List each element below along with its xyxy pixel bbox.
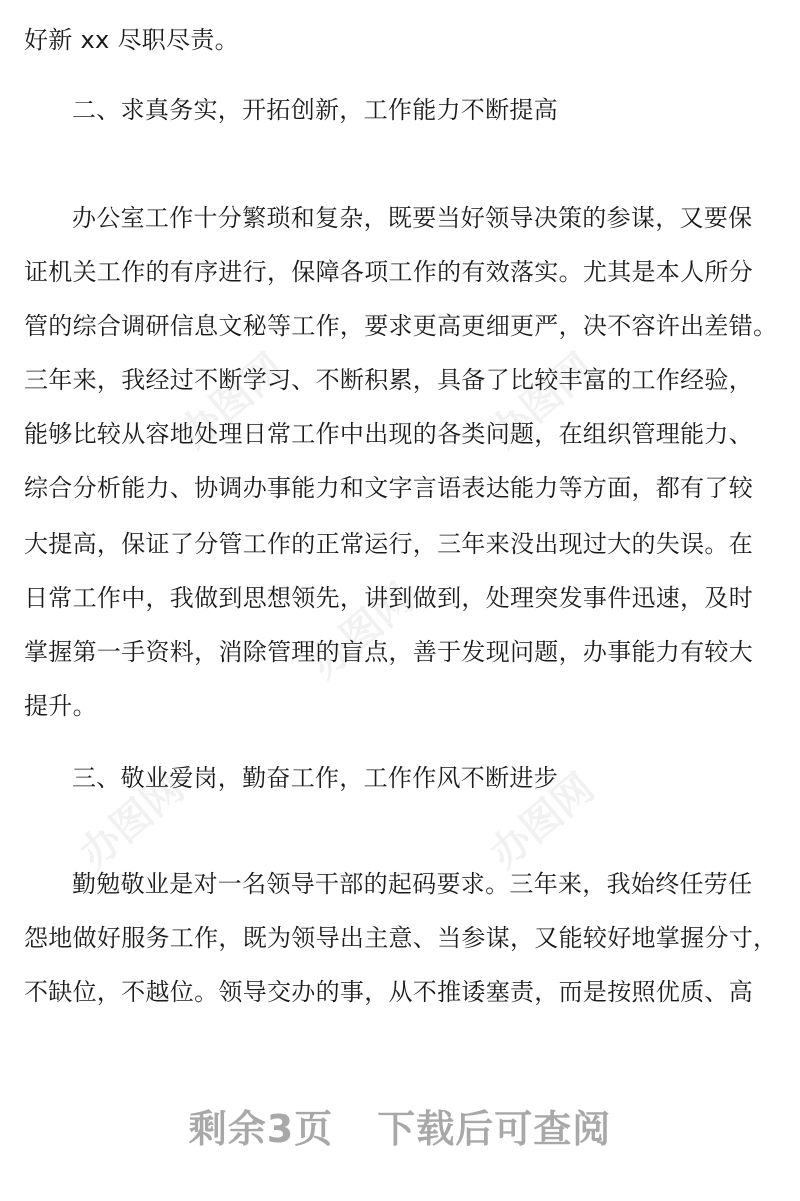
paragraph-line: 怨地做好服务工作，既为领导出主意、当参谋，又能较好地掌握分寸，	[24, 924, 778, 952]
paragraph-line: 综合分析能力、协调办事能力和文字言语表达能力等方面，都有了较	[24, 474, 753, 502]
watermark: 办图网	[301, 574, 423, 688]
paragraph-line: 不缺位，不越位。领导交办的事，从不推诿塞责，而是按照优质、高	[24, 978, 753, 1006]
paragraph-line: 三年来，我经过不断学习、不断积累，具备了比较丰富的工作经验，	[24, 366, 753, 394]
paragraph-line: 办公室工作十分繁琐和复杂，既要当好领导决策的参谋，又要保	[72, 204, 753, 232]
watermark: 办图网	[71, 764, 193, 878]
paragraph-line: 能够比较从容地处理日常工作中出现的各类问题，在组织管理能力、	[24, 420, 753, 448]
paragraph-line: 大提高，保证了分管工作的正常运行，三年来没出现过大的失误。在	[24, 530, 753, 558]
paragraph-line: 证机关工作的有序进行，保障各项工作的有效落实。尤其是本人所分	[24, 258, 753, 286]
paragraph-line: 掌握第一手资料，消除管理的盲点，善于发现问题，办事能力有较大	[24, 638, 753, 666]
watermark: 办图网	[171, 344, 293, 458]
paragraph-line: 提升。	[24, 692, 97, 720]
paragraph-line: 日常工作中，我做到思想领先，讲到做到，处理突发事件迅速，及时	[24, 584, 753, 612]
remaining-pages-text: 剩余3页	[188, 1107, 334, 1151]
paragraph-line: 管的综合调研信息文秘等工作，要求更高更细更严，决不容许出差错。	[24, 312, 778, 340]
paragraph-line: 勤勉敬业是对一名领导干部的起码要求。三年来，我始终任劳任	[72, 870, 753, 898]
watermark: 办图网	[481, 344, 603, 458]
paragraph-line: 好新 xx 尽职尽责。	[24, 26, 239, 54]
section-heading: 二、求真务实，开拓创新，工作能力不断提高	[72, 96, 558, 124]
download-prompt[interactable]	[0, 1098, 800, 1153]
section-heading: 三、敬业爱岗，勤奋工作，工作作风不断进步	[72, 764, 558, 792]
watermark: 办图网	[481, 764, 603, 878]
download-to-view-text: 下载后可查阅	[377, 1107, 612, 1151]
